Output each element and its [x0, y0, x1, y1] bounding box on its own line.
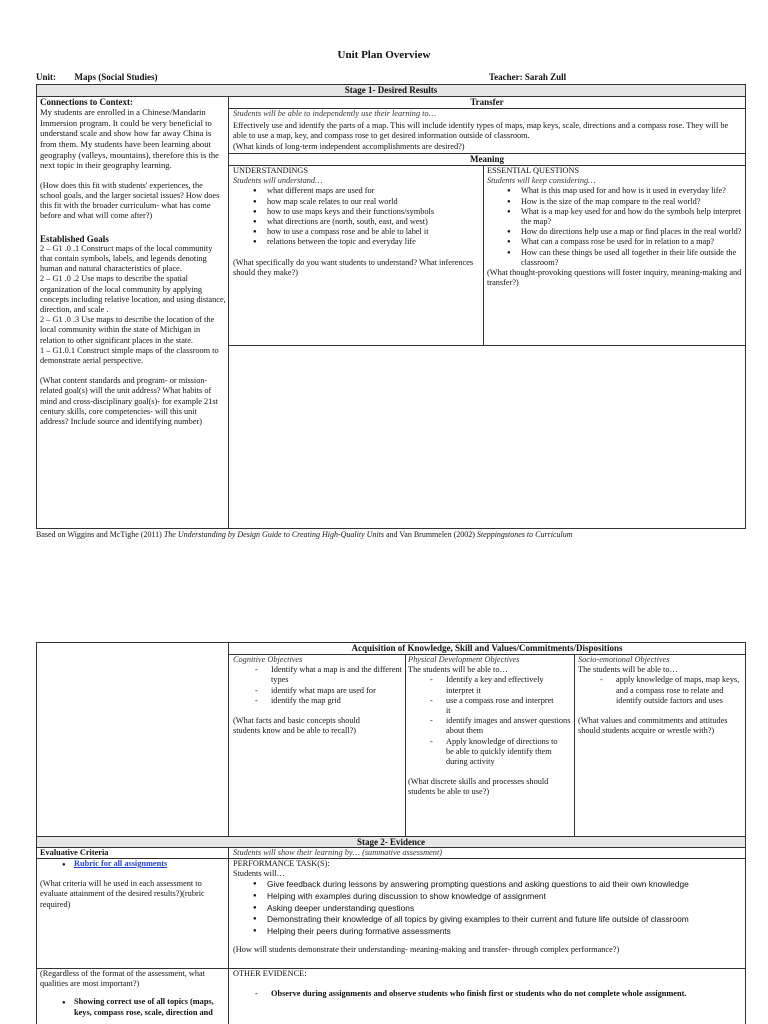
transfer-section: [233, 109, 741, 152]
unit-value: Maps (Social Studies): [74, 72, 158, 82]
understandings-list: [233, 186, 481, 247]
physical-list: [408, 675, 572, 767]
citation-authors-2: and Van Brummelen (2002): [383, 530, 477, 539]
citation-book-2: Steppingstones to Curriculum: [476, 530, 573, 539]
cognitive-title: Cognitive Objectives: [233, 655, 303, 664]
goal-item: 1 – G1.0.1 Construct simple maps of the classroom to demonstrate aerial perspective.: [40, 345, 219, 366]
list-item: ● What is this map used for and how is it used in everyday life?: [487, 186, 743, 196]
performance-stem: Students will…: [233, 869, 285, 879]
social-title: Socio-emotional Objectives: [578, 655, 670, 664]
list-item: - identify what maps are used for: [233, 686, 383, 696]
teacher-label: Teacher:: [489, 72, 523, 82]
list-item: ● How can these things be used all together in their life outside the classroom?: [487, 248, 743, 268]
list-item: ● what directions are (north, south, east, and west): [233, 217, 481, 227]
performance-title: PERFORMANCE TASK(S):: [233, 859, 330, 868]
list-item: - Observe during assignments and observe students who finish first or students who do not complete whole assignment.: [233, 989, 741, 999]
social-list: [578, 675, 744, 706]
criteria-cell: [40, 859, 226, 910]
goal-item: 2 – G1 .0 .1 Construct maps of the local community that contain symbols, labels, and legends denoting human and natural characteristics of place.: [40, 243, 213, 274]
other-title: OTHER EVIDENCE:: [233, 969, 307, 978]
context-title: Connections to Context:: [40, 97, 133, 107]
performance-prompt: (How will students demonstrate their understanding- meaning-making and transfer- through complex performance?): [233, 945, 620, 955]
qualities-list: [40, 997, 226, 1017]
list-item: ● Demonstrating their knowledge of all topics by giving examples to their current and future life outside of classroom: [233, 914, 741, 926]
list-item: ● How is the size of the map compare to the real world?: [487, 197, 743, 207]
physical-cell: [408, 655, 572, 798]
page-title: Unit Plan Overview: [337, 49, 431, 61]
list-item: - Apply knowledge of directions to be able to quickly identify them during activity: [408, 737, 561, 768]
other-list: [233, 989, 741, 999]
performance-cell: [233, 859, 741, 956]
other-evidence-cell: [233, 969, 741, 999]
social-cell: [578, 655, 744, 736]
list-item: - identify images and answer questions about them: [408, 716, 572, 736]
list-item: - Identify a key and effectively interpret it: [408, 675, 572, 695]
list-item: ● Asking deeper understanding questions: [233, 903, 741, 915]
citation: [36, 530, 572, 539]
list-item: ● how to use maps keys and their functions/symbols: [233, 207, 447, 217]
understandings-cell: [233, 166, 481, 278]
list-item: ● relations between the topic and everyday life: [233, 237, 481, 247]
goal-item: 2 – G1 .0 .3 Use maps to describe the location of the local community within the state of Michigan in relation to other significant places in the state.: [40, 315, 215, 345]
list-item: ● Helping with examples during discussion to show knowledge of assignment: [233, 891, 741, 903]
list-item: ● Showing correct use of all topics (maps, keys, compass rose, scale, direction and: [40, 997, 226, 1017]
list-item: - Identify what a map is and the different types: [233, 665, 403, 685]
citation-authors: Based on Wiggins and McTighe (2011): [36, 530, 164, 539]
transfer-stem: Students will be able to independently use their learning to…: [233, 109, 437, 118]
goals-title: Established Goals: [40, 233, 109, 244]
context-text: My students are enrolled in a Chinese/Mandarin Immersion program. It could be very beneficial to understand scale and show how far away China is from them. My students have been learning about geography (valleys, mountains), therefore this is the next topic in their geography learning.: [40, 107, 219, 171]
understandings-stem: Students will understand…: [233, 176, 323, 186]
acquisition-header: Acquisition of Knowledge, Skill and Values/Commitments/Dispositions: [229, 643, 745, 655]
list-item: - identify the map grid: [233, 696, 403, 706]
unit-line: [36, 72, 158, 82]
goal-item: 2 – G1 .0 .2 Use maps to describe the spatial organization of the local community by applying concepts including relative location, and using distance, direction, and scale .: [40, 274, 226, 314]
cognitive-prompt: (What facts and basic concepts should students know and be able to recall?): [233, 716, 360, 736]
qualities-cell: [40, 969, 226, 1018]
citation-book-1: The Understanding by Design Guide to Creating High-Quality Units: [163, 530, 384, 539]
performance-list: [233, 879, 741, 937]
list-item: ● What is a map key used for and how do the symbols help interpret the map?: [487, 207, 743, 227]
physical-stem: The students will be able to…: [408, 665, 508, 675]
list-item: [40, 859, 226, 869]
eq-prompt: (What thought-provoking questions will foster inquiry, meaning-making and transfer?): [487, 268, 742, 288]
criteria-title: Evaluative Criteria: [40, 848, 109, 857]
teacher-line: [489, 72, 566, 82]
context-column: [40, 97, 226, 427]
social-stem: The students will be able to…: [578, 665, 678, 675]
eq-list: [487, 186, 743, 268]
rubric-link[interactable]: Rubric for all assignments: [74, 859, 168, 868]
stage1-header: Stage 1- Desired Results: [37, 85, 745, 97]
goals-prompt: (What content standards and program- or mission-related goal(s) will the unit address? What habits of mind and cross-disciplinary goal(s)- for example 21st century skills, core competencies- will this unit address? Include source and identifying number): [40, 376, 218, 427]
physical-title: Physical Development Objectives: [408, 655, 520, 664]
list-item: ● What can a compass rose be used for in relation to a map?: [487, 237, 743, 247]
stage2-header: Stage 2- Evidence: [37, 837, 745, 848]
cognitive-cell: [233, 655, 403, 736]
unit-label: Unit:: [36, 72, 56, 82]
transfer-header: Transfer: [229, 97, 745, 109]
evidence-stem: Students will show their learning by… (summative assessment): [233, 848, 443, 857]
criteria-list: [40, 859, 226, 869]
eq-cell: [487, 166, 743, 288]
list-item: ● Helping their peers during formative assessments: [233, 926, 741, 938]
list-item: ● Give feedback during lessons by answering prompting questions and asking questions to aid their own knowledge: [233, 879, 741, 891]
cognitive-list: [233, 665, 403, 706]
meaning-header: Meaning: [229, 154, 745, 166]
understandings-title: UNDERSTANDINGS: [233, 166, 308, 175]
list-item: ● what different maps are used for: [233, 186, 481, 196]
context-prompt: (How does this fit with students' experiences, the school goals, and the larger societal issues? How does this fit with the broader curriculum- what has come before and what will come after?): [40, 180, 220, 221]
criteria-prompt: (What criteria will be used in each assessment to evaluate attainment of the desired results?)(rubric required): [40, 879, 205, 909]
social-prompt: (What values and commitments and attitudes should students acquire or wrestle with?): [578, 716, 728, 736]
list-item: ● how to use a compass rose and be able to label it: [233, 227, 481, 237]
list-item: - apply knowledge of maps, map keys, and a compass rose to relate and identify outside factors and uses: [578, 675, 744, 706]
list-item: ● how map scale relates to our real world: [233, 197, 481, 207]
understandings-prompt: (What specifically do you want students to understand? What inferences should they make?): [233, 257, 474, 277]
list-item: ● How do directions help use a map or find places in the real world?: [487, 227, 743, 237]
list-item: - use a compass rose and interpret it: [408, 696, 556, 716]
eq-stem: Students will keep considering…: [487, 176, 596, 186]
transfer-text: Effectively use and identify the parts of a map. This will include identify types of maps, map keys, scale, directions and a compass rose. They will be able to use a map, key, and compass rose to get desired information outside of classroom.: [233, 121, 729, 141]
eq-title: ESSENTIAL QUESTIONS: [487, 166, 580, 175]
teacher-value: Sarah Zull: [524, 72, 567, 82]
qualities-prompt: (Regardless of the format of the assessment, what qualities are most important?): [40, 969, 205, 989]
transfer-prompt: (What kinds of long-term independent accomplishments are desired?): [233, 141, 465, 151]
physical-prompt: (What discrete skills and processes should students be able to use?): [408, 777, 549, 797]
